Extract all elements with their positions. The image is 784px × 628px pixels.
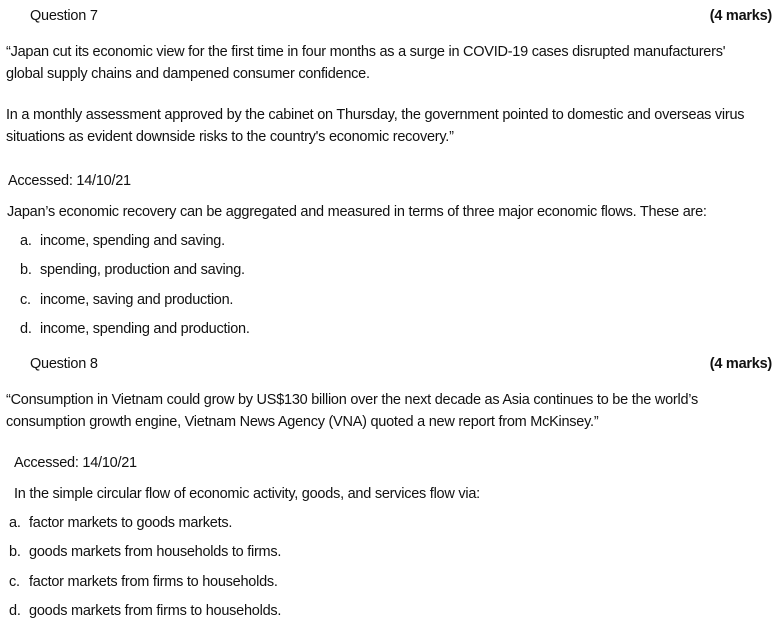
q8-option-d-letter: d. — [9, 603, 21, 619]
q8-option-b-letter: b. — [9, 544, 21, 560]
q7-option-c-letter: c. — [20, 292, 31, 308]
q8-option-b-text: goods markets from households to firms. — [29, 544, 282, 560]
q8-quote-line-2: consumption growth engine, Vietnam News Agency (VNA) quoted a new report from McKinsey.” — [6, 414, 599, 430]
q7-option-b-text: spending, production and saving. — [40, 262, 245, 278]
q8-accessed-date: Accessed: 14/10/21 — [14, 455, 137, 471]
question-8-marks: (4 marks) — [709, 356, 772, 372]
question-8-title: Question 8 — [30, 356, 98, 372]
q7-paragraph-line-1: In a monthly assessment approved by the cabinet on Thursday, the government pointed to domestic and overseas virus — [6, 107, 745, 123]
q7-option-a-letter: a. — [20, 233, 32, 249]
q7-option-a[interactable] — [20, 233, 225, 249]
q7-accessed-date: Accessed: 14/10/21 — [8, 173, 131, 189]
q8-option-c[interactable] — [9, 574, 278, 590]
q7-option-a-text: income, spending and saving. — [40, 233, 225, 249]
q7-option-d-text: income, spending and production. — [40, 321, 250, 337]
q7-option-b-letter: b. — [20, 262, 32, 278]
q8-option-a[interactable] — [9, 515, 232, 531]
q7-quote-line-2: global supply chains and dampened consumer confidence. — [6, 66, 370, 82]
q7-paragraph-line-2: situations as evident downside risks to the country's economic recovery.” — [6, 129, 454, 145]
q7-option-c-text: income, saving and production. — [40, 292, 234, 308]
q7-quote-line-1: “Japan cut its economic view for the first time in four months as a surge in COVID-19 cases disrupted manufacturers' — [6, 44, 726, 60]
question-7-marks: (4 marks) — [709, 8, 772, 24]
q7-option-d-letter: d. — [20, 321, 32, 337]
q7-question-text: Japan’s economic recovery can be aggregated and measured in terms of three major economic flows. These are: — [7, 204, 707, 220]
q8-question-text: In the simple circular flow of economic activity, goods, and services flow via: — [14, 486, 480, 502]
q8-quote-line-1: “Consumption in Vietnam could grow by US$130 billion over the next decade as Asia continues to be the world’s — [6, 392, 699, 408]
q7-option-d[interactable] — [20, 321, 250, 337]
q7-option-c[interactable] — [20, 292, 233, 308]
q8-option-d-text: goods markets from firms to households. — [29, 603, 282, 619]
q8-option-b[interactable] — [9, 544, 281, 560]
q8-option-a-letter: a. — [9, 515, 21, 531]
q8-option-a-text: factor markets to goods markets. — [29, 515, 233, 531]
question-7-title: Question 7 — [30, 8, 98, 24]
q8-option-c-letter: c. — [9, 574, 20, 590]
q7-option-b[interactable] — [20, 262, 245, 278]
q8-option-c-text: factor markets from firms to households. — [29, 574, 278, 590]
q8-option-d[interactable] — [9, 603, 281, 619]
